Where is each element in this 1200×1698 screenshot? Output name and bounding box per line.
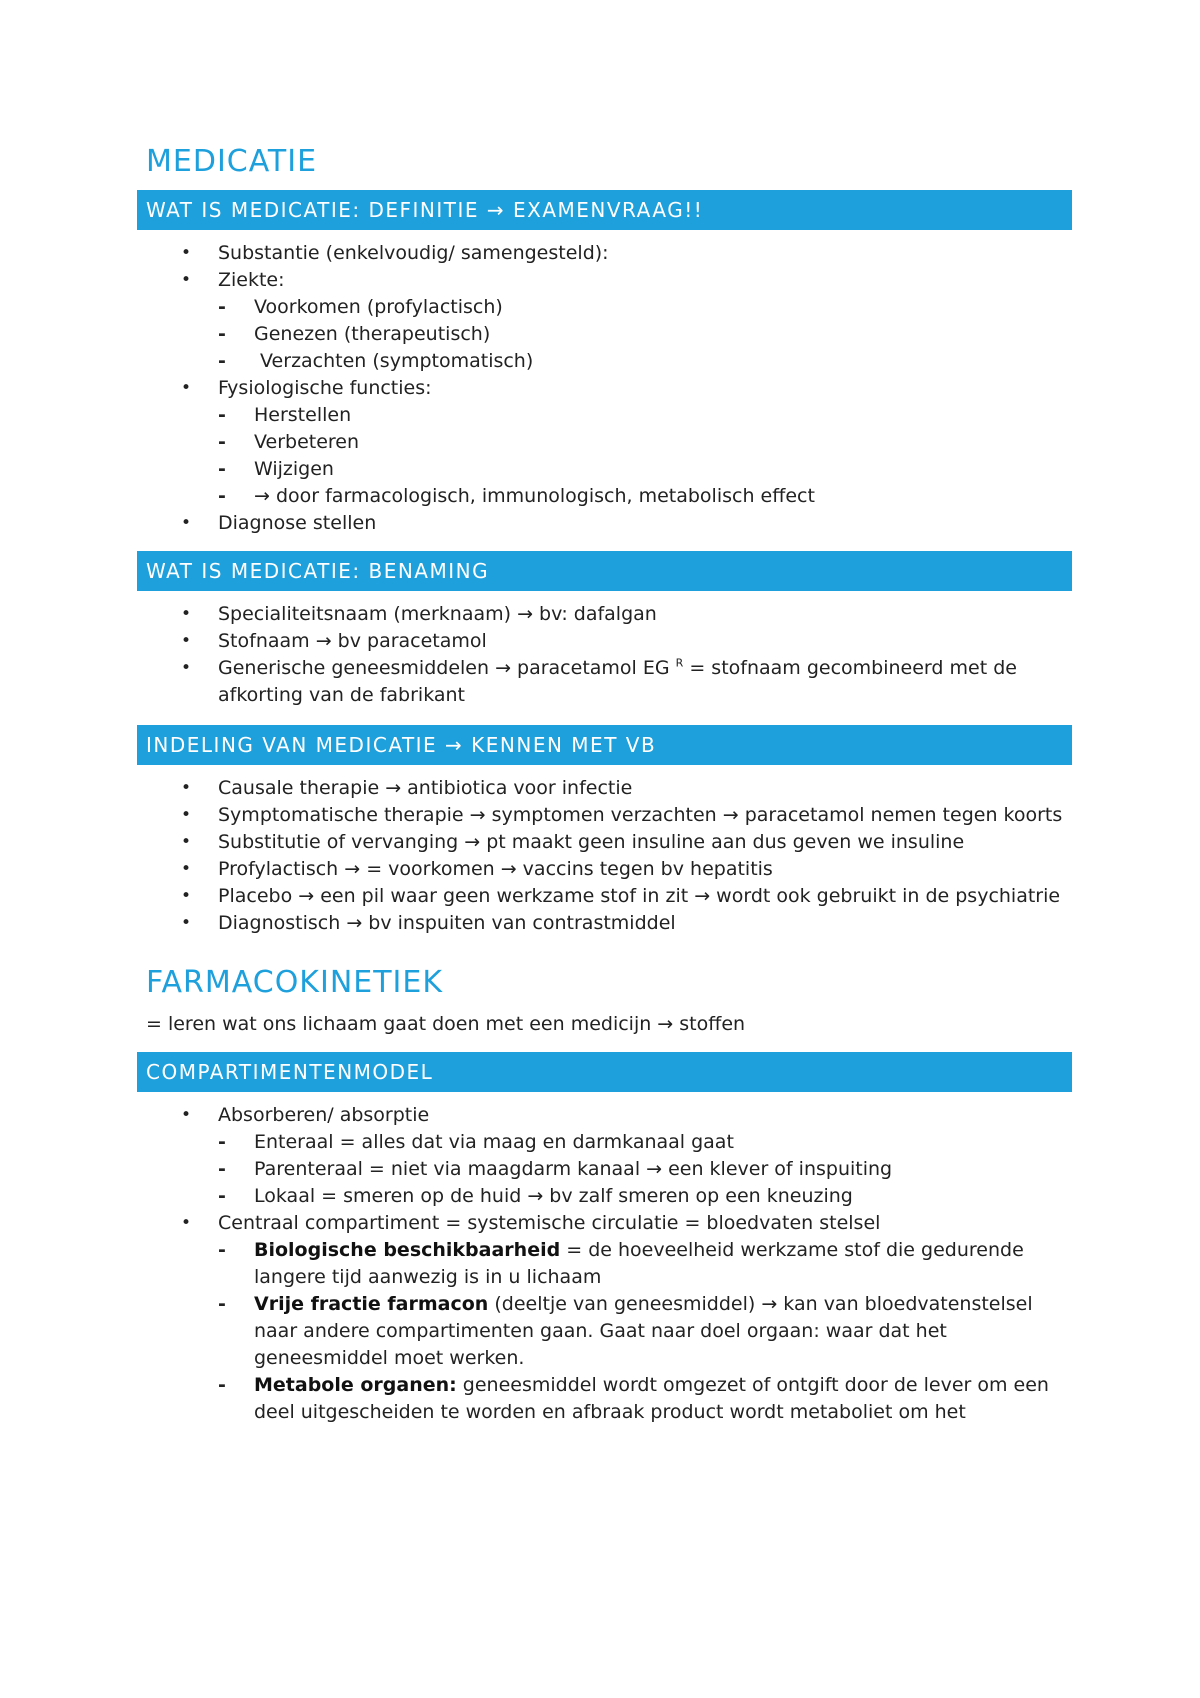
bullet-icon: •: [181, 859, 192, 879]
sublist-item: - Biologische beschikbaarheid = de hoeveelheid werkzame stof die gedurende langere tijd aanwezig is in u lichaam: [218, 1239, 1024, 1288]
dash-icon: -: [218, 1158, 226, 1180]
dash-icon: -: [218, 458, 226, 480]
bullet-icon: •: [181, 778, 192, 798]
sublist-item: - Verzachten (symptomatisch): [218, 348, 1072, 375]
sublist-item: - Lokaal = smeren op de huid → bv zalf smeren op een kneuzing: [218, 1183, 1072, 1210]
bullet-icon: •: [181, 270, 192, 290]
heading-farmacokinetiek: FARMACOKINETIEK: [146, 965, 444, 1000]
list-item: • Profylactisch → = voorkomen → vaccins tegen bv hepatitis: [137, 856, 1072, 883]
list-item: • Fysiologische functies: - Herstellen - Verbeteren - Wijzigen - → door farmacologisch, immunologisch, metabolisch effect: [137, 375, 1072, 510]
dash-icon: -: [218, 404, 226, 426]
bullet-icon: •: [181, 631, 192, 651]
list-item: • Stofnaam → bv paracetamol: [137, 628, 1072, 655]
dash-icon: -: [218, 1293, 226, 1315]
dash-icon: -: [218, 485, 226, 507]
list-item: • Causale therapie → antibiotica voor infectie: [137, 775, 1072, 802]
sublist-fysiologisch: [218, 402, 1072, 510]
bullet-icon: •: [181, 604, 192, 624]
sublist-item: - Herstellen: [218, 402, 1072, 429]
list-item: • Ziekte: - Voorkomen (profylactisch) - Genezen (therapeutisch) - Verzachten (symptomatisch): [137, 267, 1072, 375]
section-title-definitie: WAT IS MEDICATIE: DEFINITIE → EXAMENVRAAG!!: [137, 190, 1072, 230]
list-item: • Absorberen/ absorptie - Enteraal = alles dat via maag en darmkanaal gaat - Parenteraal = niet via maagdarm kanaal → een klever of inspuiting - Lokaal = smeren op de huid → bv zalf smeren op een kneuzing: [137, 1102, 1072, 1210]
list-item: • Diagnostisch → bv inspuiten van contrastmiddel: [137, 910, 1072, 937]
list-compartimenten: [137, 1102, 1072, 1426]
intro-farmacokinetiek: = leren wat ons lichaam gaat doen met een medicijn → stoffen: [146, 1013, 746, 1035]
bullet-icon: •: [181, 805, 192, 825]
sublist-item: - Wijzigen: [218, 456, 1072, 483]
term-vrije-fractie: Vrije fractie farmacon: [254, 1293, 489, 1315]
list-definitie: [137, 240, 1072, 537]
bullet-icon: •: [181, 243, 192, 263]
section-title-benaming: WAT IS MEDICATIE: BENAMING: [137, 551, 1072, 591]
dash-icon: -: [218, 1131, 226, 1153]
list-item: • Placebo → een pil waar geen werkzame stof in zit → wordt ook gebruikt in de psychiatrie: [137, 883, 1072, 910]
heading-medicatie: MEDICATIE: [146, 144, 318, 179]
sublist-item: - Verbeteren: [218, 429, 1072, 456]
list-item: • Diagnose stellen: [137, 510, 1072, 537]
list-item: • Substantie (enkelvoudig/ samengesteld):: [137, 240, 1072, 267]
sublist-item: - Genezen (therapeutisch): [218, 321, 1072, 348]
bullet-icon: •: [181, 832, 192, 852]
list-item: • Generische geneesmiddelen → paracetamol EG $^R$ = stofnaam gecombineerd met de afkorting van de fabrikant: [181, 656, 1017, 706]
dash-icon: -: [218, 296, 226, 318]
list-item: • Centraal compartiment = systemische circulatie = bloedvaten stelsel - Biologische beschikbaarheid = de hoeveelheid werkzame stof die gedurende langere tijd aanwezig is in u lichaam - Vrije fractie farmacon (deeltje van geneesmiddel) → kan van bloedvatenstelsel naar andere compartimenten gaan. Gaat naar doel orgaan: waar dat het geneesmiddel moet werken. - Metabole organen: geneesmiddel wordt omgezet of ontgift door de lever om een deel uitgescheiden te worden en afbraak product wordt metaboliet om het: [137, 1210, 1072, 1426]
sublist-item: - Voorkomen (profylactisch): [218, 294, 1072, 321]
dash-icon: -: [218, 323, 226, 345]
sublist-ziekte: [218, 294, 1072, 375]
bullet-icon: •: [181, 378, 192, 398]
sublist-item: - → door farmacologisch, immunologisch, metabolisch effect: [218, 483, 1072, 510]
section-title-compartimenten: COMPARTIMENTENMODEL: [137, 1052, 1072, 1092]
term-biologische-beschikbaarheid: Biologische beschikbaarheid: [254, 1239, 561, 1261]
registered-mark: R: [675, 656, 684, 670]
dash-icon: -: [218, 350, 226, 372]
dash-icon: -: [218, 431, 226, 453]
bullet-icon: •: [181, 1213, 192, 1233]
section-title-indeling: INDELING VAN MEDICATIE → KENNEN MET VB: [137, 725, 1072, 765]
term-metabole-organen: Metabole organen:: [254, 1374, 457, 1396]
sublist-centraal: [218, 1237, 1072, 1426]
sublist-absorptie: [218, 1129, 1072, 1210]
list-item: • Specialiteitsnaam (merknaam) → bv: dafalgan: [137, 601, 1072, 628]
bullet-icon: •: [181, 658, 192, 678]
dash-icon: -: [218, 1185, 226, 1207]
document-content: [137, 138, 1072, 1426]
list-item: • Symptomatische therapie → symptomen verzachten → paracetamol nemen tegen koorts: [137, 802, 1072, 829]
bullet-icon: •: [181, 886, 192, 906]
sublist-item: - Parenteraal = niet via maagdarm kanaal → een klever of inspuiting: [218, 1156, 1072, 1183]
list-benaming: [137, 601, 1072, 709]
bullet-icon: •: [181, 513, 192, 533]
sublist-item: - Enteraal = alles dat via maag en darmkanaal gaat: [218, 1129, 1072, 1156]
list-indeling: [137, 775, 1072, 937]
sublist-item: - Metabole organen: geneesmiddel wordt omgezet of ontgift door de lever om een deel uitgescheiden te worden en afbraak product wordt metaboliet om het: [218, 1374, 1049, 1423]
bullet-icon: •: [181, 1105, 192, 1125]
bullet-icon: •: [181, 913, 192, 933]
dash-icon: -: [218, 1239, 226, 1261]
list-item: • Substitutie of vervanging → pt maakt geen insuline aan dus geven we insuline: [137, 829, 1072, 856]
dash-icon: -: [218, 1374, 226, 1396]
sublist-item: - Vrije fractie farmacon (deeltje van geneesmiddel) → kan van bloedvatenstelsel naar andere compartimenten gaan. Gaat naar doel orgaan: waar dat het geneesmiddel moet werken.: [218, 1293, 1033, 1369]
